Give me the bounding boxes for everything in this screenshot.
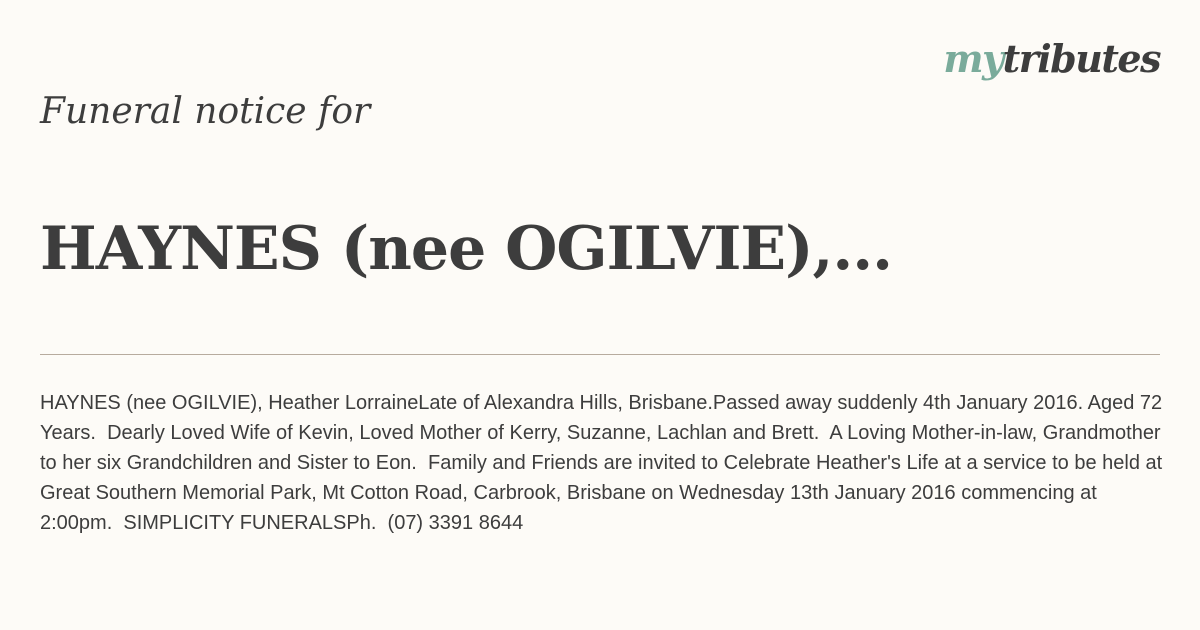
logo-tributes-text: tributes <box>1002 36 1160 81</box>
section-divider <box>40 354 1160 355</box>
logo-my-text: my <box>943 36 1003 81</box>
deceased-name-title: HAYNES (nee OGILVIE),... <box>40 214 893 284</box>
mytributes-logo <box>943 36 1160 82</box>
notice-body-text: HAYNES (nee OGILVIE), Heather LorraineLate of Alexandra Hills, Brisbane.Passed away suddenly 4th January 2016. Aged 72 Years. Dearly Loved Wife of Kevin, Loved Mother of Kerry, Suzanne, Lachlan and Brett. A Loving Mother-in-law, Grandmother to her six Grandchildren and Sister to Eon. Family and Friends are invited to Celebrate Heather's Life at a service to be held at Great Southern Memorial Park, Mt Cotton Road, Carbrook, Brisbane on Wednesday 13th January 2016 commencing at 2:00pm. SIMPLICITY FUNERALSPh. (07) 3391 8644 <box>40 392 1168 534</box>
notice-type-label: Funeral notice for <box>40 91 371 132</box>
